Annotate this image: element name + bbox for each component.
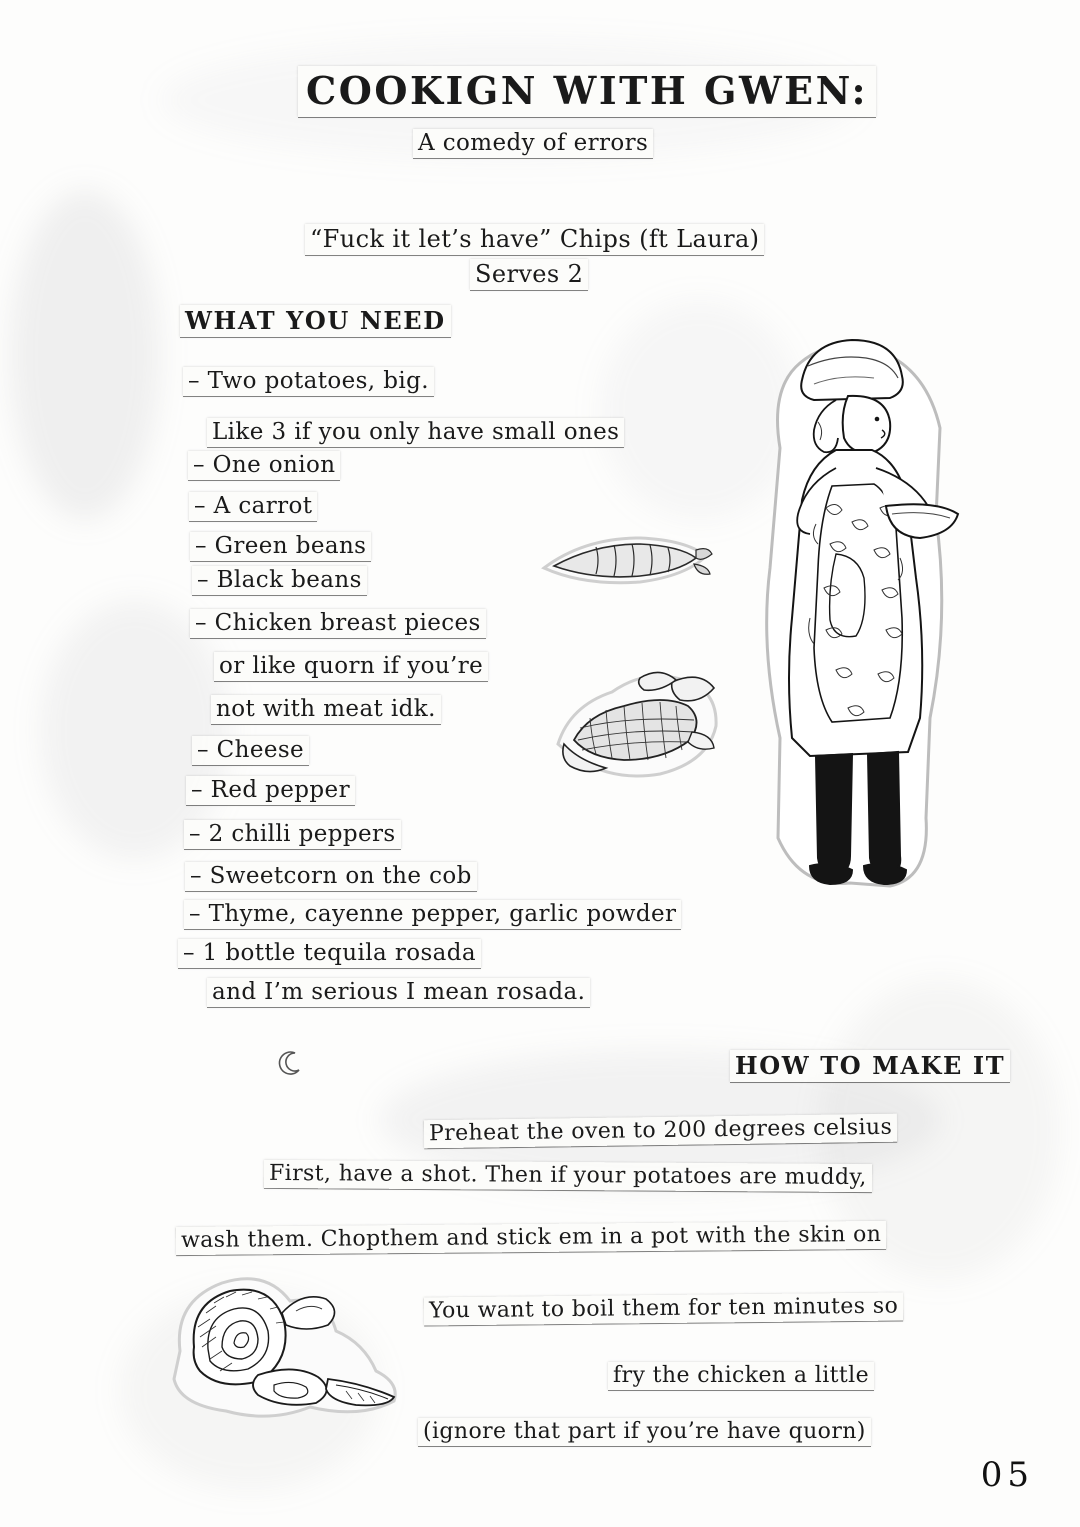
- ingredient-line: – Chicken breast pieces: [190, 609, 486, 638]
- method-line: fry the chicken a little: [608, 1362, 874, 1390]
- ingredient-line: – Sweetcorn on the cob: [185, 862, 477, 891]
- page-subtitle: A comedy of errors: [413, 129, 653, 158]
- ingredient-line: Like 3 if you only have small ones: [207, 418, 624, 447]
- page-title: COOKIGN WITH GWEN:: [298, 66, 876, 117]
- ingredient-line: – One onion: [188, 451, 340, 480]
- ingredient-line: – 2 chilli peppers: [184, 820, 401, 849]
- ingredient-line: – Two potatoes, big.: [183, 367, 434, 396]
- paper-smudge: [10, 190, 160, 520]
- ingredient-line: – Green beans: [190, 532, 371, 561]
- ingredient-line: – Thyme, cayenne pepper, garlic powder: [184, 900, 681, 929]
- ingredient-line: – 1 bottle tequila rosada: [178, 939, 481, 968]
- method-line: wash them. Chopthem and stick em in a pot with the skin on: [176, 1221, 887, 1255]
- girl-in-apron-illustration: [740, 318, 980, 898]
- corn-cob-illustration: [548, 648, 728, 800]
- ingredient-line: – Black beans: [192, 566, 367, 595]
- carrot-illustration: [536, 520, 716, 605]
- ingredient-line: – A carrot: [189, 492, 317, 521]
- page-number: 05: [980, 1455, 1034, 1495]
- serving-size: Serves 2: [470, 259, 588, 290]
- sliced-onion-illustration: [150, 1255, 420, 1445]
- crescent-moon-icon: [277, 1050, 303, 1076]
- ingredient-line: or like quorn if you’re: [214, 652, 488, 681]
- method-line: Preheat the oven to 200 degrees celsius: [424, 1114, 898, 1149]
- ingredient-line: not with meat idk.: [211, 695, 441, 724]
- method-line: First, have a shot. Then if your potatoes are muddy,: [264, 1160, 872, 1192]
- ingredients-heading: WHAT YOU NEED: [180, 305, 451, 337]
- method-line: (ignore that part if you’re have quorn): [418, 1418, 871, 1446]
- ingredient-line: – Red pepper: [186, 776, 355, 805]
- ingredient-line: – Cheese: [192, 736, 309, 765]
- recipe-name: “Fuck it let’s have” Chips (ft Laura): [305, 224, 764, 255]
- ingredient-line: and I’m serious I mean rosada.: [207, 978, 590, 1007]
- method-heading: HOW TO MAKE IT: [730, 1050, 1010, 1082]
- method-line: You want to boil them for ten minutes so: [424, 1292, 903, 1325]
